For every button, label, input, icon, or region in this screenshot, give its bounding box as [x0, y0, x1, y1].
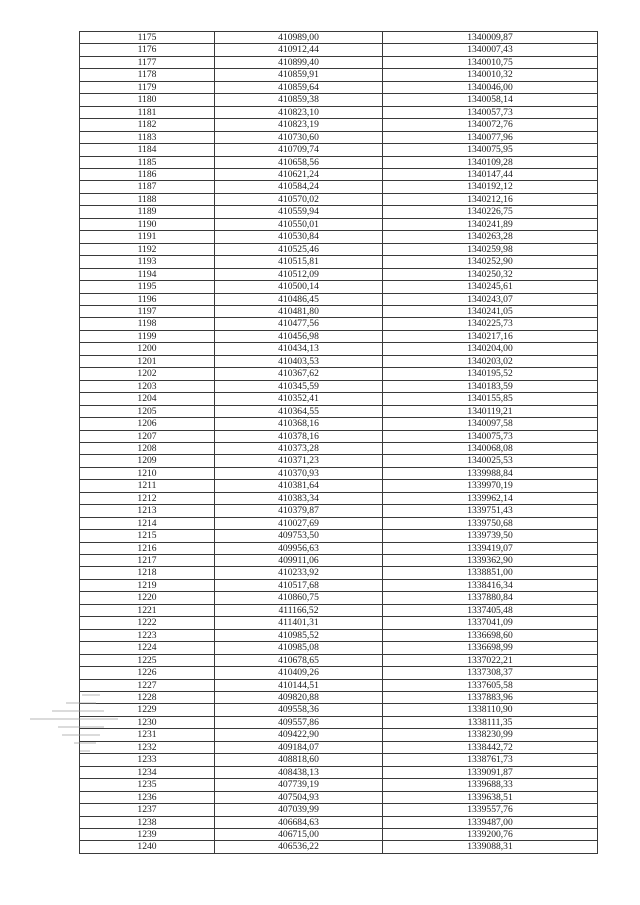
- table-row: [80, 492, 598, 504]
- table-row: [80, 741, 598, 753]
- table-row: [80, 455, 598, 467]
- x-coordinate-cell: 410859,64: [215, 81, 383, 93]
- y-coordinate-cell: 1340025,53: [383, 455, 598, 467]
- x-coordinate-cell: 410367,62: [215, 368, 383, 380]
- y-coordinate-cell: 1340183,59: [383, 380, 598, 392]
- point-number-cell: 1176: [80, 44, 215, 56]
- x-coordinate-cell: 410658,56: [215, 156, 383, 168]
- point-number-cell: 1192: [80, 243, 215, 255]
- x-coordinate-cell: 410860,75: [215, 592, 383, 604]
- table-row: [80, 393, 598, 405]
- point-number-cell: 1178: [80, 69, 215, 81]
- point-number-cell: 1226: [80, 667, 215, 679]
- y-coordinate-cell: 1339962,14: [383, 492, 598, 504]
- point-number-cell: 1216: [80, 542, 215, 554]
- point-number-cell: 1180: [80, 94, 215, 106]
- x-coordinate-cell: 409956,63: [215, 542, 383, 554]
- point-number-cell: 1235: [80, 779, 215, 791]
- table-row: [80, 81, 598, 93]
- x-coordinate-cell: 410530,84: [215, 231, 383, 243]
- x-coordinate-cell: 410481,80: [215, 305, 383, 317]
- x-coordinate-cell: 407039,99: [215, 804, 383, 816]
- point-number-cell: 1205: [80, 405, 215, 417]
- point-number-cell: 1187: [80, 181, 215, 193]
- y-coordinate-cell: 1340058,14: [383, 94, 598, 106]
- table-row: [80, 754, 598, 766]
- coordinates-table: [79, 31, 598, 854]
- point-number-cell: 1217: [80, 555, 215, 567]
- x-coordinate-cell: 409753,50: [215, 530, 383, 542]
- table-row: [80, 44, 598, 56]
- table-row: [80, 243, 598, 255]
- x-coordinate-cell: 409820,88: [215, 692, 383, 704]
- x-coordinate-cell: 410730,60: [215, 131, 383, 143]
- point-number-cell: 1214: [80, 517, 215, 529]
- table-row: [80, 293, 598, 305]
- y-coordinate-cell: 1340046,00: [383, 81, 598, 93]
- x-coordinate-cell: 410378,16: [215, 430, 383, 442]
- x-coordinate-cell: 406536,22: [215, 841, 383, 853]
- y-coordinate-cell: 1338110,90: [383, 704, 598, 716]
- point-number-cell: 1194: [80, 268, 215, 280]
- x-coordinate-cell: 410370,93: [215, 467, 383, 479]
- coordinates-table-body: [80, 32, 598, 854]
- x-coordinate-cell: 410709,74: [215, 144, 383, 156]
- table-row: [80, 231, 598, 243]
- x-coordinate-cell: 411401,31: [215, 617, 383, 629]
- y-coordinate-cell: 1339487,00: [383, 816, 598, 828]
- point-number-cell: 1222: [80, 617, 215, 629]
- y-coordinate-cell: 1340195,52: [383, 368, 598, 380]
- y-coordinate-cell: 1337405,48: [383, 604, 598, 616]
- point-number-cell: 1181: [80, 106, 215, 118]
- table-row: [80, 94, 598, 106]
- table-row: [80, 542, 598, 554]
- point-number-cell: 1182: [80, 119, 215, 131]
- y-coordinate-cell: 1340245,61: [383, 281, 598, 293]
- x-coordinate-cell: 410345,59: [215, 380, 383, 392]
- x-coordinate-cell: 410027,69: [215, 517, 383, 529]
- y-coordinate-cell: 1340250,32: [383, 268, 598, 280]
- point-number-cell: 1202: [80, 368, 215, 380]
- point-number-cell: 1177: [80, 56, 215, 68]
- x-coordinate-cell: 410899,40: [215, 56, 383, 68]
- y-coordinate-cell: 1340075,73: [383, 430, 598, 442]
- x-coordinate-cell: 410621,24: [215, 168, 383, 180]
- y-coordinate-cell: 1338851,00: [383, 567, 598, 579]
- table-row: [80, 467, 598, 479]
- point-number-cell: 1175: [80, 32, 215, 44]
- table-row: [80, 193, 598, 205]
- point-number-cell: 1231: [80, 729, 215, 741]
- x-coordinate-cell: 410373,28: [215, 442, 383, 454]
- point-number-cell: 1179: [80, 81, 215, 93]
- y-coordinate-cell: 1339688,33: [383, 779, 598, 791]
- y-coordinate-cell: 1340241,89: [383, 218, 598, 230]
- y-coordinate-cell: 1340259,98: [383, 243, 598, 255]
- table-row: [80, 144, 598, 156]
- table-row: [80, 69, 598, 81]
- x-coordinate-cell: 409422,90: [215, 729, 383, 741]
- table-row: [80, 654, 598, 666]
- scan-artifact-smudge: [22, 692, 118, 760]
- y-coordinate-cell: 1339970,19: [383, 480, 598, 492]
- point-number-cell: 1200: [80, 343, 215, 355]
- y-coordinate-cell: 1340119,21: [383, 405, 598, 417]
- table-row: [80, 218, 598, 230]
- y-coordinate-cell: 1340225,73: [383, 318, 598, 330]
- y-coordinate-cell: 1340068,08: [383, 442, 598, 454]
- x-coordinate-cell: 409557,86: [215, 716, 383, 728]
- table-row: [80, 579, 598, 591]
- table-row: [80, 791, 598, 803]
- point-number-cell: 1219: [80, 579, 215, 591]
- point-number-cell: 1203: [80, 380, 215, 392]
- y-coordinate-cell: 1339362,90: [383, 555, 598, 567]
- x-coordinate-cell: 408818,60: [215, 754, 383, 766]
- x-coordinate-cell: 410517,68: [215, 579, 383, 591]
- table-row: [80, 56, 598, 68]
- table-row: [80, 629, 598, 641]
- y-coordinate-cell: 1337883,96: [383, 692, 598, 704]
- table-row: [80, 729, 598, 741]
- point-number-cell: 1197: [80, 305, 215, 317]
- point-number-cell: 1209: [80, 455, 215, 467]
- table-row: [80, 206, 598, 218]
- x-coordinate-cell: 410403,53: [215, 355, 383, 367]
- point-number-cell: 1238: [80, 816, 215, 828]
- table-row: [80, 505, 598, 517]
- y-coordinate-cell: 1340010,75: [383, 56, 598, 68]
- x-coordinate-cell: 410989,00: [215, 32, 383, 44]
- x-coordinate-cell: 410144,51: [215, 679, 383, 691]
- y-coordinate-cell: 1338416,34: [383, 579, 598, 591]
- point-number-cell: 1211: [80, 480, 215, 492]
- y-coordinate-cell: 1340009,87: [383, 32, 598, 44]
- y-coordinate-cell: 1340192,12: [383, 181, 598, 193]
- x-coordinate-cell: 410859,38: [215, 94, 383, 106]
- point-number-cell: 1240: [80, 841, 215, 853]
- x-coordinate-cell: 411166,52: [215, 604, 383, 616]
- y-coordinate-cell: 1338442,72: [383, 741, 598, 753]
- table-row: [80, 480, 598, 492]
- point-number-cell: 1236: [80, 791, 215, 803]
- table-row: [80, 442, 598, 454]
- y-coordinate-cell: 1339088,31: [383, 841, 598, 853]
- table-row: [80, 330, 598, 342]
- y-coordinate-cell: 1337308,37: [383, 667, 598, 679]
- x-coordinate-cell: 410550,01: [215, 218, 383, 230]
- y-coordinate-cell: 1339988,84: [383, 467, 598, 479]
- y-coordinate-cell: 1339200,76: [383, 829, 598, 841]
- point-number-cell: 1189: [80, 206, 215, 218]
- table-row: [80, 343, 598, 355]
- point-number-cell: 1220: [80, 592, 215, 604]
- x-coordinate-cell: 409558,36: [215, 704, 383, 716]
- y-coordinate-cell: 1337022,21: [383, 654, 598, 666]
- x-coordinate-cell: 410456,98: [215, 330, 383, 342]
- table-row: [80, 604, 598, 616]
- point-number-cell: 1206: [80, 418, 215, 430]
- y-coordinate-cell: 1338761,73: [383, 754, 598, 766]
- table-row: [80, 268, 598, 280]
- point-number-cell: 1232: [80, 741, 215, 753]
- y-coordinate-cell: 1340007,43: [383, 44, 598, 56]
- x-coordinate-cell: 408438,13: [215, 766, 383, 778]
- y-coordinate-cell: 1339739,50: [383, 530, 598, 542]
- point-number-cell: 1233: [80, 754, 215, 766]
- x-coordinate-cell: 410512,09: [215, 268, 383, 280]
- table-row: [80, 841, 598, 853]
- point-number-cell: 1193: [80, 256, 215, 268]
- x-coordinate-cell: 406684,63: [215, 816, 383, 828]
- point-number-cell: 1201: [80, 355, 215, 367]
- table-row: [80, 617, 598, 629]
- y-coordinate-cell: 1336698,99: [383, 642, 598, 654]
- x-coordinate-cell: 410368,16: [215, 418, 383, 430]
- y-coordinate-cell: 1340097,58: [383, 418, 598, 430]
- x-coordinate-cell: 410409,26: [215, 667, 383, 679]
- x-coordinate-cell: 410985,52: [215, 629, 383, 641]
- y-coordinate-cell: 1339419,07: [383, 542, 598, 554]
- x-coordinate-cell: 410823,10: [215, 106, 383, 118]
- y-coordinate-cell: 1340077,96: [383, 131, 598, 143]
- x-coordinate-cell: 410379,87: [215, 505, 383, 517]
- y-coordinate-cell: 1337880,84: [383, 592, 598, 604]
- y-coordinate-cell: 1339750,68: [383, 517, 598, 529]
- table-row: [80, 592, 598, 604]
- point-number-cell: 1191: [80, 231, 215, 243]
- point-number-cell: 1210: [80, 467, 215, 479]
- point-number-cell: 1230: [80, 716, 215, 728]
- table-row: [80, 168, 598, 180]
- point-number-cell: 1239: [80, 829, 215, 841]
- y-coordinate-cell: 1340263,28: [383, 231, 598, 243]
- y-coordinate-cell: 1337605,58: [383, 679, 598, 691]
- y-coordinate-cell: 1339638,51: [383, 791, 598, 803]
- x-coordinate-cell: 406715,00: [215, 829, 383, 841]
- table-row: [80, 679, 598, 691]
- table-row: [80, 405, 598, 417]
- point-number-cell: 1213: [80, 505, 215, 517]
- point-number-cell: 1207: [80, 430, 215, 442]
- y-coordinate-cell: 1337041,09: [383, 617, 598, 629]
- x-coordinate-cell: 410352,41: [215, 393, 383, 405]
- x-coordinate-cell: 409184,07: [215, 741, 383, 753]
- x-coordinate-cell: 407504,93: [215, 791, 383, 803]
- x-coordinate-cell: 410570,02: [215, 193, 383, 205]
- point-number-cell: 1196: [80, 293, 215, 305]
- x-coordinate-cell: 410383,34: [215, 492, 383, 504]
- point-number-cell: 1221: [80, 604, 215, 616]
- point-number-cell: 1218: [80, 567, 215, 579]
- table-row: [80, 156, 598, 168]
- table-row: [80, 766, 598, 778]
- table-row: [80, 380, 598, 392]
- x-coordinate-cell: 410500,14: [215, 281, 383, 293]
- table-row: [80, 418, 598, 430]
- point-number-cell: 1199: [80, 330, 215, 342]
- point-number-cell: 1223: [80, 629, 215, 641]
- x-coordinate-cell: 410364,55: [215, 405, 383, 417]
- x-coordinate-cell: 410477,56: [215, 318, 383, 330]
- point-number-cell: 1228: [80, 692, 215, 704]
- table-row: [80, 667, 598, 679]
- x-coordinate-cell: 407739,19: [215, 779, 383, 791]
- point-number-cell: 1208: [80, 442, 215, 454]
- point-number-cell: 1185: [80, 156, 215, 168]
- point-number-cell: 1224: [80, 642, 215, 654]
- y-coordinate-cell: 1340155,85: [383, 393, 598, 405]
- table-row: [80, 318, 598, 330]
- point-number-cell: 1188: [80, 193, 215, 205]
- x-coordinate-cell: 410381,64: [215, 480, 383, 492]
- x-coordinate-cell: 410859,91: [215, 69, 383, 81]
- y-coordinate-cell: 1340241,05: [383, 305, 598, 317]
- point-number-cell: 1186: [80, 168, 215, 180]
- table-row: [80, 106, 598, 118]
- point-number-cell: 1227: [80, 679, 215, 691]
- x-coordinate-cell: 410559,94: [215, 206, 383, 218]
- point-number-cell: 1184: [80, 144, 215, 156]
- y-coordinate-cell: 1339557,76: [383, 804, 598, 816]
- y-coordinate-cell: 1338111,35: [383, 716, 598, 728]
- point-number-cell: 1195: [80, 281, 215, 293]
- point-number-cell: 1234: [80, 766, 215, 778]
- x-coordinate-cell: 410678,65: [215, 654, 383, 666]
- x-coordinate-cell: 410525,46: [215, 243, 383, 255]
- table-row: [80, 517, 598, 529]
- y-coordinate-cell: 1340109,28: [383, 156, 598, 168]
- x-coordinate-cell: 410584,24: [215, 181, 383, 193]
- table-row: [80, 816, 598, 828]
- table-row: [80, 281, 598, 293]
- y-coordinate-cell: 1340010,32: [383, 69, 598, 81]
- x-coordinate-cell: 409911,06: [215, 555, 383, 567]
- point-number-cell: 1198: [80, 318, 215, 330]
- table-row: [80, 305, 598, 317]
- x-coordinate-cell: 410985,08: [215, 642, 383, 654]
- y-coordinate-cell: 1340072,76: [383, 119, 598, 131]
- y-coordinate-cell: 1340212,16: [383, 193, 598, 205]
- y-coordinate-cell: 1340243,07: [383, 293, 598, 305]
- table-row: [80, 530, 598, 542]
- point-number-cell: 1229: [80, 704, 215, 716]
- table-row: [80, 256, 598, 268]
- table-row: [80, 567, 598, 579]
- table-row: [80, 779, 598, 791]
- table-row: [80, 32, 598, 44]
- y-coordinate-cell: 1340203,02: [383, 355, 598, 367]
- point-number-cell: 1204: [80, 393, 215, 405]
- table-row: [80, 692, 598, 704]
- x-coordinate-cell: 410233,92: [215, 567, 383, 579]
- x-coordinate-cell: 410912,44: [215, 44, 383, 56]
- point-number-cell: 1183: [80, 131, 215, 143]
- x-coordinate-cell: 410371,23: [215, 455, 383, 467]
- x-coordinate-cell: 410823,19: [215, 119, 383, 131]
- table-row: [80, 181, 598, 193]
- x-coordinate-cell: 410434,13: [215, 343, 383, 355]
- point-number-cell: 1190: [80, 218, 215, 230]
- table-row: [80, 555, 598, 567]
- table-row: [80, 355, 598, 367]
- table-row: [80, 430, 598, 442]
- table-row: [80, 704, 598, 716]
- table-row: [80, 119, 598, 131]
- y-coordinate-cell: 1340147,44: [383, 168, 598, 180]
- point-number-cell: 1237: [80, 804, 215, 816]
- table-row: [80, 716, 598, 728]
- table-row: [80, 642, 598, 654]
- point-number-cell: 1215: [80, 530, 215, 542]
- y-coordinate-cell: 1340226,75: [383, 206, 598, 218]
- table-row: [80, 368, 598, 380]
- y-coordinate-cell: 1338230,99: [383, 729, 598, 741]
- x-coordinate-cell: 410486,45: [215, 293, 383, 305]
- y-coordinate-cell: 1340217,16: [383, 330, 598, 342]
- y-coordinate-cell: 1340057,73: [383, 106, 598, 118]
- y-coordinate-cell: 1336698,60: [383, 629, 598, 641]
- point-number-cell: 1225: [80, 654, 215, 666]
- table-row: [80, 131, 598, 143]
- table-row: [80, 829, 598, 841]
- point-number-cell: 1212: [80, 492, 215, 504]
- y-coordinate-cell: 1340204,00: [383, 343, 598, 355]
- table-row: [80, 804, 598, 816]
- y-coordinate-cell: 1340075,95: [383, 144, 598, 156]
- x-coordinate-cell: 410515,81: [215, 256, 383, 268]
- y-coordinate-cell: 1340252,90: [383, 256, 598, 268]
- y-coordinate-cell: 1339091,87: [383, 766, 598, 778]
- y-coordinate-cell: 1339751,43: [383, 505, 598, 517]
